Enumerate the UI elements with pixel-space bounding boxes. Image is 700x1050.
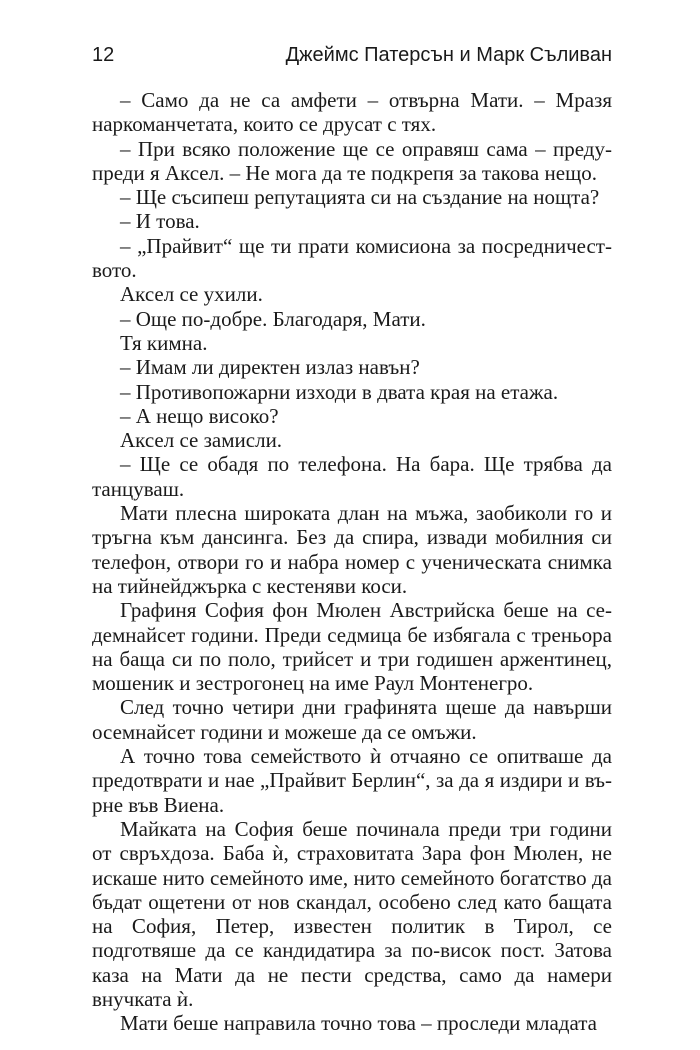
paragraph: – Ще съсипеш репутацията си на създание на нощта? (120, 185, 600, 210)
paragraph: – „Прайвит“ ще ти прати комисиона за посредничеството. (92, 233, 612, 283)
running-title: Джеймс Патерсън и Марк Съливан (285, 44, 612, 66)
paragraph: – Само да не са амфети – отвърна Мати. – Мразя наркоманчетата, които се друсат с тях. (92, 88, 612, 137)
paragraph: Тя кимна. (120, 330, 208, 355)
paragraph: – Имам ли директен излаз навън? (120, 355, 420, 380)
paragraph: – И това. (120, 209, 200, 234)
paragraph: Майката на София беше починала преди три години от свръхдоза. Баба ѝ, страховитата Зара фон Мюлен, не искаше нито семейното име, нито семейното богатство да бъдат ощетени от нов скандал, особено след като бащата на София, Петер, известен политик в Тирол, се подготвяше да се кандидатира за по-висок пост. Затова каза на Мати да не пести средства, само да намери внучката ѝ. (92, 816, 612, 1011)
body-text (92, 88, 612, 1036)
paragraph: – А нещо високо? (120, 403, 279, 428)
paragraph: А точно това семейството ѝ отчаяно се опитваше да предотврати и нае „Прайвит Берлин“, за да я издири и върне във Виена. (92, 744, 612, 817)
paragraph: Аксел се ухили. (120, 282, 263, 307)
paragraph: Мати плесна широката длан на мъжа, заобиколи го и тръгна към дансинга. Без да спира, извади мобилния си телефон, отвори го и набра номер с ученическата снимка на тийнейджърка с кестеняви коси. (92, 501, 612, 598)
paragraph: Графиня София фон Мюлен Австрийска беше на седемнайсет години. Преди седмица бе избягала с треньора на баща си по поло, трийсет и три годишен аржентинец, мошеник и зестрогонец на име Раул Монтенегро. (92, 598, 612, 696)
paragraph: – Ще се обадя по телефона. На бара. Ще трябва да танцуваш. (92, 452, 612, 501)
paragraph: След точно четири дни графинята щеше да навърши осемнайсет години и можеше да се омъжи. (92, 695, 612, 744)
paragraph: Аксел се замисли. (120, 428, 283, 453)
paragraph: – Противопожарни изходи в двата края на етажа. (120, 379, 559, 404)
running-header (92, 40, 612, 70)
paragraph: Мати беше направила точно това – проследи младата (120, 1011, 597, 1036)
page-number: 12 (92, 44, 115, 66)
paragraph: – Още по-добре. Благодаря, Мати. (120, 306, 426, 331)
paragraph: – При всяко положение ще се оправяш сама – предупреди я Аксел. – Не мога да те подкрепя за такова нещо. (92, 136, 612, 185)
